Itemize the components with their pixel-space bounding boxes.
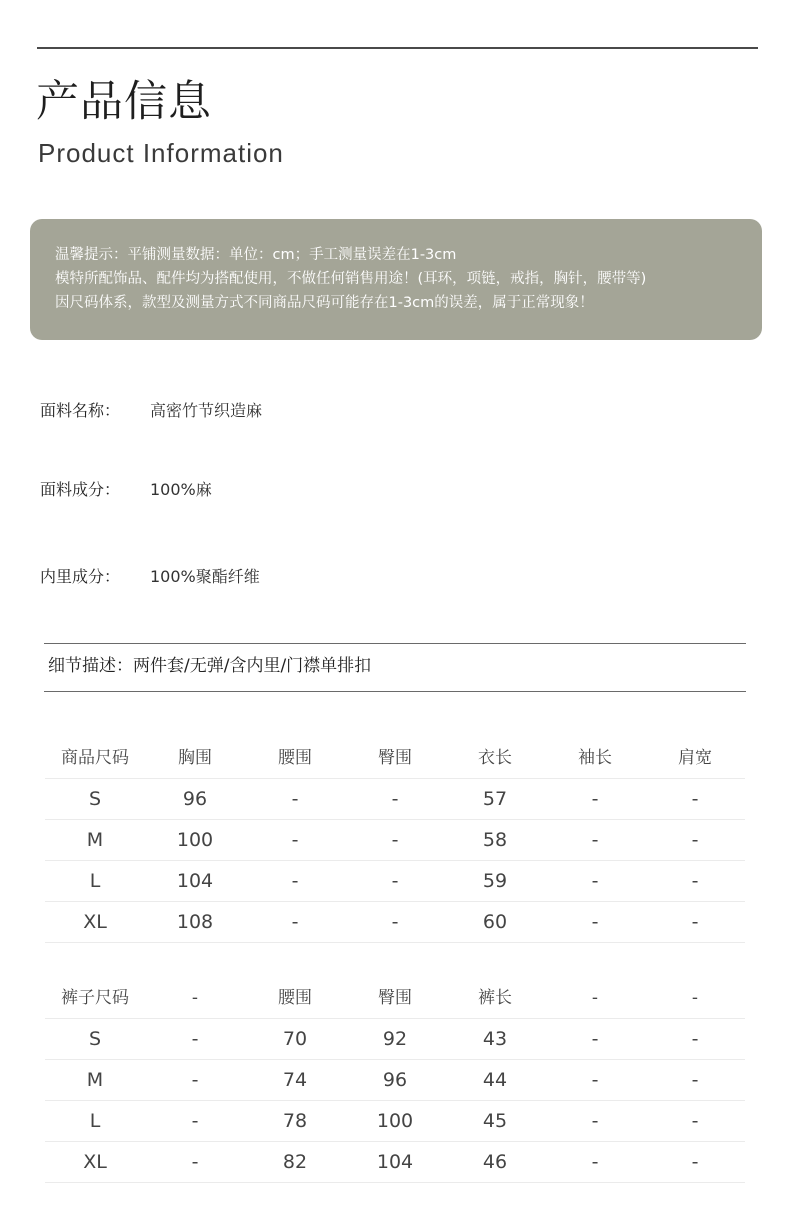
table-cell: - — [591, 1110, 599, 1132]
table-cell: - — [291, 911, 299, 933]
table-row — [45, 861, 745, 902]
table-cell: 96 — [182, 788, 208, 810]
table-cell: - — [591, 911, 599, 933]
fabric-name-label: 面料名称： — [40, 401, 121, 420]
table-cell: 74 — [282, 1069, 308, 1091]
table-cell: - — [691, 1151, 699, 1173]
fabric-name-row — [40, 400, 262, 422]
table-cell: 108 — [176, 911, 214, 933]
fabric-composition-label: 面料成分： — [40, 480, 121, 499]
detail-label: 细节描述： — [48, 656, 133, 676]
table-header-cell: - — [691, 988, 699, 1008]
lining-value: 100%聚酯纤维 — [150, 567, 260, 586]
table-cell: - — [691, 870, 699, 892]
table-header-cell: 臀围 — [378, 988, 412, 1008]
fabric-name-value: 高密竹节织造麻 — [150, 401, 263, 420]
table-header-cell: - — [591, 988, 599, 1008]
table-header-cell: 肩宽 — [678, 748, 712, 768]
top-divider — [37, 47, 758, 49]
table-header-cell: 裤子尺码 — [61, 988, 129, 1008]
table-cell: - — [191, 1069, 199, 1091]
detail-bottom-divider — [44, 691, 746, 692]
table-cell: 44 — [482, 1069, 508, 1091]
table-cell: - — [191, 1028, 199, 1050]
table-cell: L — [89, 1110, 101, 1132]
top-size-table — [45, 738, 745, 943]
table-header-cell: 臀围 — [378, 748, 412, 768]
table-cell: - — [391, 788, 399, 810]
table-cell: - — [691, 1028, 699, 1050]
table-header-cell: 商品尺码 — [61, 748, 129, 768]
table-cell: - — [291, 829, 299, 851]
lining-row — [40, 566, 260, 588]
table-cell: 92 — [382, 1028, 408, 1050]
table-cell: 96 — [382, 1069, 408, 1091]
detail-value: 两件套/无弹/含内里/门襟单排扣 — [133, 656, 372, 676]
table-cell: - — [191, 1110, 199, 1132]
pants-size-table — [45, 978, 745, 1183]
table-header-cell: 袖长 — [578, 748, 612, 768]
table-row — [45, 902, 745, 943]
table-cell: - — [691, 1069, 699, 1091]
table-header-cell: - — [191, 988, 199, 1008]
detail-row — [48, 654, 371, 678]
table-cell: 78 — [282, 1110, 308, 1132]
table-header-cell: 腰围 — [278, 988, 312, 1008]
table-cell: - — [591, 1028, 599, 1050]
table-row — [45, 779, 745, 820]
table-cell: - — [391, 870, 399, 892]
table-header-cell: 胸围 — [178, 748, 212, 768]
table-cell: - — [191, 1151, 199, 1173]
table-cell: - — [591, 1069, 599, 1091]
table-cell: - — [691, 829, 699, 851]
page-subtitle: Product Information — [38, 138, 284, 168]
fabric-composition-value: 100%麻 — [150, 480, 212, 499]
table-cell: - — [391, 911, 399, 933]
lining-label: 内里成分： — [40, 567, 121, 586]
table-cell: 59 — [482, 870, 508, 892]
page-title: 产品信息 — [36, 77, 212, 127]
table-cell: 100 — [376, 1110, 414, 1132]
table-row — [45, 1101, 745, 1142]
notice-line: 因尺码体系，款型及测量方式不同商品尺码可能存在1-3cm的误差，属于正常现象！ — [55, 295, 594, 311]
table-cell: 43 — [482, 1028, 508, 1050]
table-cell: 70 — [282, 1028, 308, 1050]
table-cell: 100 — [176, 829, 214, 851]
table-cell: - — [591, 1151, 599, 1173]
table-cell: - — [691, 1110, 699, 1132]
table-cell: - — [291, 788, 299, 810]
table-row — [45, 1060, 745, 1101]
table-cell: S — [88, 1028, 102, 1050]
table-cell: 82 — [282, 1151, 308, 1173]
table-cell: 104 — [176, 870, 214, 892]
table-row — [45, 1019, 745, 1060]
table-cell: 45 — [482, 1110, 508, 1132]
table-cell: M — [86, 829, 104, 851]
table-cell: S — [88, 788, 102, 810]
table-cell: XL — [83, 1151, 107, 1173]
table-cell: M — [86, 1069, 104, 1091]
table-cell: - — [591, 829, 599, 851]
table-cell: - — [291, 870, 299, 892]
table-row — [45, 820, 745, 861]
table-cell: - — [691, 788, 699, 810]
table-cell: - — [391, 829, 399, 851]
table-cell: 104 — [376, 1151, 414, 1173]
table-cell: 58 — [482, 829, 508, 851]
table-cell: 46 — [482, 1151, 508, 1173]
table-cell: - — [691, 911, 699, 933]
table-cell: 60 — [482, 911, 508, 933]
fabric-composition-row — [40, 479, 212, 501]
notice-line: 温馨提示：平铺测量数据：单位：cm；手工测量误差在1-3cm — [55, 247, 457, 263]
detail-top-divider — [44, 643, 746, 644]
table-header-cell: 裤长 — [478, 988, 512, 1008]
table-header-cell: 衣长 — [478, 748, 512, 768]
table-header-cell: 腰围 — [278, 748, 312, 768]
table-cell: - — [591, 788, 599, 810]
table-cell: L — [89, 870, 101, 892]
table-row — [45, 1142, 745, 1183]
notice-line: 模特所配饰品、配件均为搭配使用，不做任何销售用途！(耳环，项链，戒指，胸针，腰带等) — [55, 271, 647, 287]
table-cell: 57 — [482, 788, 508, 810]
notice-box — [30, 219, 762, 340]
table-cell: - — [591, 870, 599, 892]
table-header-row — [45, 738, 745, 779]
table-cell: XL — [83, 911, 107, 933]
table-header-row — [45, 978, 745, 1019]
